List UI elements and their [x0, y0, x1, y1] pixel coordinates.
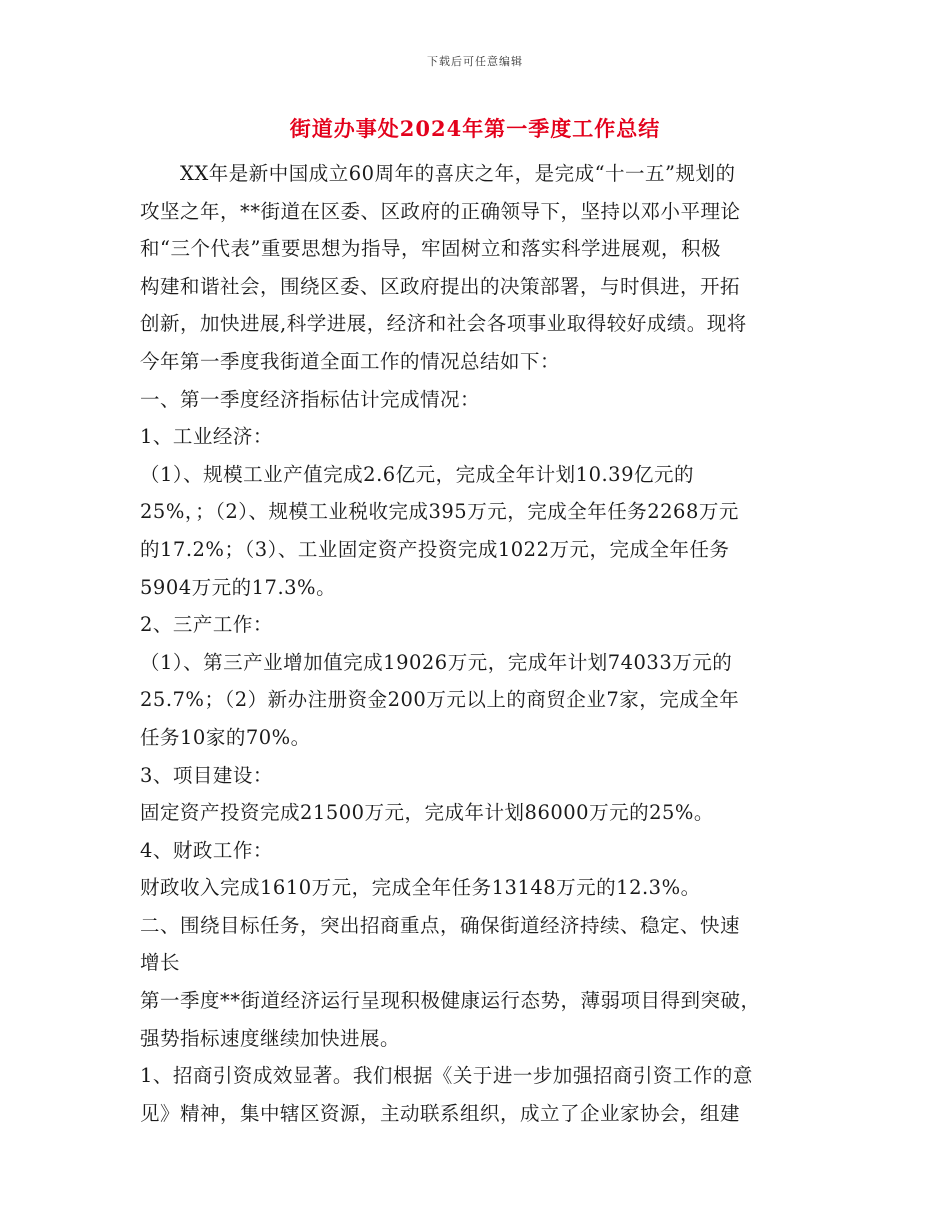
- body-line: 财政收入完成1610万元，完成全年任务13148万元的12.3%。: [140, 876, 701, 900]
- body-line: 构建和谐社会，围绕区委、区政府提出的决策部署，与时俱进，开拓: [140, 274, 741, 298]
- body-line: XX年是新中国成立60周年的喜庆之年，是完成“十一五”规划的: [180, 162, 736, 185]
- body-line: 任务10家的70%。: [140, 725, 311, 749]
- document-body: [140, 155, 812, 1132]
- body-line: 今年第一季度我街道全面工作的情况总结如下：: [140, 349, 561, 373]
- body-line: （1）、第三产业增加值完成19026万元，完成年计划74033万元的: [140, 650, 733, 674]
- subsection-heading: 3、项目建设：: [140, 763, 273, 787]
- body-line: 固定资产投资完成21500万元，完成年计划86000万元的25%。: [140, 801, 714, 825]
- section-heading: 增长: [140, 951, 181, 975]
- body-line: 见》精神，集中辖区资源，主动联系组织，成立了企业家协会，组建: [140, 1101, 741, 1125]
- body-line: 第一季度**街道经济运行呈现积极健康运行态势，薄弱项目得到突破，: [140, 989, 761, 1013]
- body-line: 创新，加快进展,科学进展，经济和社会各项事业取得较好成绩。现将: [140, 312, 747, 336]
- subsection-heading: 2、三产工作：: [140, 613, 273, 637]
- body-line: 的17.2%；（3）、工业固定资产投资完成1022万元，完成全年任务: [140, 537, 730, 561]
- body-line: 和“三个代表”重要思想为指导，牢固树立和落实科学进展观，积极: [140, 237, 721, 261]
- section-heading: 二、围绕目标任务，突出招商重点，确保街道经济持续、稳定、快速: [140, 913, 741, 937]
- subsection-heading: 4、财政工作：: [140, 838, 273, 862]
- header-note: 下载后可任意编辑: [427, 55, 523, 68]
- body-line: 25%，；（2）、规模工业税收完成395万元，完成全年任务2268万元: [140, 500, 739, 524]
- body-line: 5904万元的17.3%。: [140, 575, 337, 599]
- body-line: 攻坚之年，**街道在区委、区政府的正确领导下，坚持以邓小平理论: [140, 199, 741, 223]
- document-title: 街道办事处2024年第一季度工作总结: [289, 116, 661, 141]
- body-line: 1、招商引资成效显著。我们根据《关于进一步加强招商引资工作的意: [140, 1064, 753, 1088]
- section-heading: 一、第一季度经济指标估计完成情况：: [140, 387, 481, 411]
- body-line: 强势指标速度继续加快进展。: [140, 1026, 401, 1050]
- body-line: （1）、规模工业产值完成2.6亿元，完成全年计划10.39亿元的: [140, 462, 694, 486]
- subsection-heading: 1、工业经济：: [140, 425, 273, 449]
- body-line: 25.7%；（2）新办注册资金200万元以上的商贸企业7家，完成全年: [140, 688, 740, 712]
